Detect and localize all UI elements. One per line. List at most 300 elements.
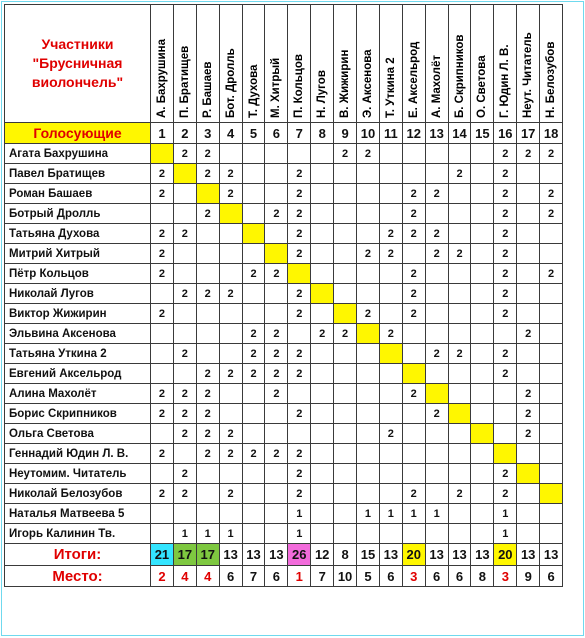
vote-cell [265, 164, 288, 184]
vote-cell: 2 [288, 484, 311, 504]
totals-label: Итоги: [5, 544, 151, 566]
vote-cell [334, 444, 357, 464]
vote-cell [471, 184, 494, 204]
voter-row [5, 264, 563, 284]
vote-cell: 2 [402, 184, 425, 204]
vote-cell: 1 [196, 524, 219, 544]
vote-cell [311, 364, 334, 384]
vote-cell [334, 484, 357, 504]
vote-cell [334, 364, 357, 384]
vote-cell [471, 284, 494, 304]
vote-cell: 2 [173, 284, 196, 304]
contest-title-line: "Брусничная [32, 55, 123, 71]
vote-cell [173, 364, 196, 384]
participant-header [357, 5, 380, 123]
vote-cell: 2 [448, 344, 471, 364]
vote-table-board [1, 1, 584, 636]
place-cell: 7 [311, 566, 334, 587]
vote-cell [425, 164, 448, 184]
vote-cell [540, 224, 563, 244]
participant-name: Э. Аксенова [361, 49, 374, 118]
vote-cell [357, 364, 380, 384]
vote-cell [242, 504, 265, 524]
total-cell: 13 [448, 544, 471, 566]
voter-row [5, 504, 563, 524]
vote-cell: 1 [494, 504, 517, 524]
vote-cell [242, 164, 265, 184]
voter-name: Ольга Светова [5, 424, 151, 444]
voter-name: Эльвина Аксенова [5, 324, 151, 344]
vote-cell: 2 [288, 244, 311, 264]
voter-name: Павел Братищев [5, 164, 151, 184]
vote-cell: 2 [494, 464, 517, 484]
vote-cell [173, 244, 196, 264]
column-number: 4 [219, 123, 242, 144]
vote-cell [311, 464, 334, 484]
vote-cell [448, 404, 471, 424]
vote-cell [540, 304, 563, 324]
vote-cell: 2 [494, 164, 517, 184]
vote-cell [265, 304, 288, 324]
vote-cell [311, 244, 334, 264]
place-cell: 10 [334, 566, 357, 587]
vote-cell: 2 [173, 344, 196, 364]
vote-cell [219, 324, 242, 344]
voter-row [5, 204, 563, 224]
column-number: 18 [540, 123, 563, 144]
vote-cell: 2 [288, 184, 311, 204]
total-cell: 12 [311, 544, 334, 566]
vote-cell: 2 [242, 324, 265, 344]
participant-name: Н. Лугов [316, 70, 329, 118]
vote-cell [265, 424, 288, 444]
vote-cell: 2 [288, 224, 311, 244]
total-cell: 13 [379, 544, 402, 566]
vote-cell [242, 404, 265, 424]
vote-cell [471, 204, 494, 224]
vote-cell [357, 184, 380, 204]
place-cell: 8 [471, 566, 494, 587]
voter-row [5, 164, 563, 184]
vote-cell [219, 224, 242, 244]
participant-name: П. Кольцов [293, 54, 306, 118]
vote-cell [334, 524, 357, 544]
vote-cell [379, 264, 402, 284]
vote-cell [425, 204, 448, 224]
voter-name: Виктор Жижирин [5, 304, 151, 324]
vote-cell [311, 504, 334, 524]
vote-cell: 2 [540, 144, 563, 164]
vote-cell [242, 304, 265, 324]
vote-cell: 1 [379, 504, 402, 524]
vote-cell [151, 524, 174, 544]
vote-cell: 2 [219, 364, 242, 384]
vote-cell [402, 164, 425, 184]
vote-cell: 2 [288, 204, 311, 224]
vote-cell: 1 [288, 504, 311, 524]
vote-cell [357, 424, 380, 444]
vote-cell [517, 344, 540, 364]
vote-cell [471, 424, 494, 444]
vote-cell [402, 464, 425, 484]
voter-row [5, 364, 563, 384]
voter-name: Пётр Кольцов [5, 264, 151, 284]
vote-cell: 2 [265, 444, 288, 464]
vote-cell: 2 [288, 404, 311, 424]
vote-cell: 2 [288, 284, 311, 304]
vote-cell: 2 [448, 244, 471, 264]
column-number: 13 [425, 123, 448, 144]
place-cell: 7 [242, 566, 265, 587]
vote-cell [425, 444, 448, 464]
vote-cell: 1 [425, 504, 448, 524]
total-cell: 8 [334, 544, 357, 566]
vote-cell: 2 [494, 244, 517, 264]
vote-cell [334, 464, 357, 484]
column-number: 6 [265, 123, 288, 144]
vote-cell [448, 384, 471, 404]
column-number: 8 [311, 123, 334, 144]
vote-cell: 2 [311, 324, 334, 344]
vote-cell [196, 504, 219, 524]
participant-name: Т. Духова [247, 64, 260, 118]
vote-cell [517, 244, 540, 264]
voter-row [5, 224, 563, 244]
participant-header [425, 5, 448, 123]
vote-cell: 2 [357, 304, 380, 324]
vote-cell [151, 324, 174, 344]
vote-cell [540, 424, 563, 444]
participant-header [151, 5, 174, 123]
voter-row [5, 404, 563, 424]
vote-cell [471, 504, 494, 524]
vote-cell: 2 [151, 164, 174, 184]
vote-cell [448, 284, 471, 304]
voters-label: Голосующие [5, 123, 151, 144]
vote-cell [173, 504, 196, 524]
participant-header [219, 5, 242, 123]
vote-cell [242, 204, 265, 224]
vote-cell [379, 464, 402, 484]
participant-name: Неут. Читатель [522, 32, 535, 118]
vote-cell [265, 464, 288, 484]
vote-cell: 2 [265, 264, 288, 284]
vote-cell [517, 364, 540, 384]
vote-cell [357, 324, 380, 344]
participant-name: А. Бахрушина [155, 38, 168, 118]
vote-cell: 2 [173, 464, 196, 484]
place-label: Место: [5, 566, 151, 587]
participant-header [196, 5, 219, 123]
vote-cell [471, 224, 494, 244]
participant-name: Р. Башаев [201, 61, 214, 118]
vote-cell: 2 [540, 264, 563, 284]
vote-cell [242, 524, 265, 544]
vote-cell: 2 [402, 224, 425, 244]
vote-cell [173, 324, 196, 344]
vote-cell [151, 344, 174, 364]
vote-cell [311, 424, 334, 444]
vote-cell [517, 444, 540, 464]
vote-cell [517, 504, 540, 524]
voter-row [5, 244, 563, 264]
vote-cell [196, 264, 219, 284]
vote-cell: 2 [151, 484, 174, 504]
voter-name: Геннадий Юдин Л. В. [5, 444, 151, 464]
vote-cell [265, 144, 288, 164]
vote-cell [425, 284, 448, 304]
participant-name: Б. Скрипников [453, 34, 466, 118]
vote-cell: 2 [288, 164, 311, 184]
vote-cell: 2 [242, 364, 265, 384]
vote-cell: 2 [151, 264, 174, 284]
vote-cell [402, 524, 425, 544]
vote-cell [151, 284, 174, 304]
vote-cell [219, 504, 242, 524]
voter-row [5, 344, 563, 364]
place-cell: 1 [288, 566, 311, 587]
vote-cell [448, 524, 471, 544]
voter-row [5, 304, 563, 324]
voter-row [5, 284, 563, 304]
total-cell: 21 [151, 544, 174, 566]
vote-cell [540, 484, 563, 504]
vote-cell: 2 [242, 444, 265, 464]
vote-cell [196, 484, 219, 504]
column-number: 14 [448, 123, 471, 144]
column-number: 12 [402, 123, 425, 144]
vote-cell: 2 [242, 344, 265, 364]
column-number: 17 [517, 123, 540, 144]
vote-cell [173, 304, 196, 324]
vote-cell [471, 164, 494, 184]
vote-cell [471, 404, 494, 424]
vote-cell: 2 [265, 344, 288, 364]
vote-cell: 2 [540, 184, 563, 204]
column-number: 10 [357, 123, 380, 144]
participant-header [448, 5, 471, 123]
vote-cell [151, 144, 174, 164]
vote-cell [265, 484, 288, 504]
vote-cell [379, 524, 402, 544]
vote-cell: 1 [173, 524, 196, 544]
vote-cell [379, 444, 402, 464]
vote-cell [219, 144, 242, 164]
vote-cell: 2 [219, 444, 242, 464]
participant-header [288, 5, 311, 123]
vote-cell: 1 [219, 524, 242, 544]
voter-row [5, 144, 563, 164]
place-cell: 5 [357, 566, 380, 587]
vote-table [4, 4, 563, 587]
vote-cell [242, 184, 265, 204]
vote-cell [471, 384, 494, 404]
vote-cell: 2 [402, 484, 425, 504]
participant-name: М. Хитрый [270, 57, 283, 118]
vote-cell [334, 404, 357, 424]
vote-cell [357, 524, 380, 544]
column-number: 9 [334, 123, 357, 144]
vote-cell [311, 264, 334, 284]
total-cell: 13 [540, 544, 563, 566]
vote-cell [448, 304, 471, 324]
vote-cell [357, 344, 380, 364]
contest-title-line: Участники [41, 36, 114, 52]
vote-cell [265, 244, 288, 264]
vote-cell [219, 304, 242, 324]
vote-cell [379, 284, 402, 304]
vote-cell: 2 [517, 404, 540, 424]
vote-cell [402, 424, 425, 444]
vote-cell: 2 [219, 184, 242, 204]
vote-cell [151, 364, 174, 384]
total-cell: 20 [402, 544, 425, 566]
vote-cell [288, 324, 311, 344]
vote-cell: 2 [402, 304, 425, 324]
vote-cell [379, 204, 402, 224]
vote-cell: 2 [517, 384, 540, 404]
vote-cell [288, 384, 311, 404]
vote-cell [196, 224, 219, 244]
vote-cell [540, 164, 563, 184]
column-number: 3 [196, 123, 219, 144]
vote-cell: 2 [219, 284, 242, 304]
vote-cell: 2 [494, 224, 517, 244]
vote-cell [402, 324, 425, 344]
vote-cell [425, 484, 448, 504]
column-number: 7 [288, 123, 311, 144]
participant-name: А. Махолёт [430, 55, 443, 118]
vote-cell [196, 324, 219, 344]
participant-name: П. Братищев [178, 45, 191, 118]
vote-cell [219, 244, 242, 264]
vote-cell [402, 244, 425, 264]
vote-cell [471, 444, 494, 464]
vote-cell [448, 224, 471, 244]
participant-name: Т. Уткина 2 [384, 57, 397, 118]
vote-cell [379, 304, 402, 324]
vote-cell [242, 144, 265, 164]
total-cell: 17 [196, 544, 219, 566]
voter-row [5, 484, 563, 504]
vote-cell: 1 [494, 524, 517, 544]
vote-cell [196, 344, 219, 364]
voter-name: Митрий Хитрый [5, 244, 151, 264]
vote-cell [242, 484, 265, 504]
participant-name: Н. Белозубов [545, 41, 558, 118]
vote-cell [334, 304, 357, 324]
vote-cell [311, 484, 334, 504]
vote-cell: 2 [379, 224, 402, 244]
vote-cell: 2 [265, 204, 288, 224]
vote-cell [242, 464, 265, 484]
vote-cell: 2 [265, 324, 288, 344]
vote-cell [379, 364, 402, 384]
vote-cell [540, 524, 563, 544]
vote-cell: 2 [196, 364, 219, 384]
vote-cell: 2 [265, 384, 288, 404]
vote-cell: 2 [494, 344, 517, 364]
voter-row [5, 384, 563, 404]
vote-cell: 2 [425, 244, 448, 264]
vote-cell: 2 [288, 304, 311, 324]
voter-name: Игорь Калинин Тв. [5, 524, 151, 544]
participant-name: В. Жижирин [339, 49, 352, 118]
vote-cell [448, 264, 471, 284]
vote-cell: 2 [494, 284, 517, 304]
vote-cell [517, 224, 540, 244]
total-cell: 17 [173, 544, 196, 566]
vote-cell [357, 204, 380, 224]
vote-cell [494, 404, 517, 424]
vote-cell [151, 464, 174, 484]
vote-cell [471, 484, 494, 504]
vote-cell: 2 [288, 344, 311, 364]
vote-cell [265, 284, 288, 304]
vote-cell [540, 244, 563, 264]
vote-cell: 2 [173, 144, 196, 164]
vote-cell: 1 [402, 504, 425, 524]
vote-cell [242, 284, 265, 304]
vote-cell [448, 464, 471, 484]
vote-cell [219, 264, 242, 284]
voter-name: Татьяна Уткина 2 [5, 344, 151, 364]
vote-cell [311, 444, 334, 464]
vote-cell [219, 404, 242, 424]
vote-cell: 2 [517, 144, 540, 164]
vote-cell [425, 364, 448, 384]
vote-cell [517, 164, 540, 184]
vote-cell: 2 [494, 264, 517, 284]
vote-cell [151, 424, 174, 444]
vote-cell: 2 [494, 184, 517, 204]
vote-cell [311, 404, 334, 424]
vote-cell [357, 164, 380, 184]
vote-cell [288, 144, 311, 164]
vote-cell: 2 [425, 184, 448, 204]
voter-row [5, 444, 563, 464]
vote-cell [311, 524, 334, 544]
vote-cell: 2 [402, 284, 425, 304]
vote-cell [540, 444, 563, 464]
column-number: 1 [151, 123, 174, 144]
vote-cell [311, 164, 334, 184]
vote-cell [448, 144, 471, 164]
total-cell: 13 [219, 544, 242, 566]
vote-cell [173, 184, 196, 204]
vote-cell [517, 524, 540, 544]
column-number: 15 [471, 123, 494, 144]
participant-name: Бот. Дролль [224, 48, 237, 118]
participant-name: Е. Аксельрод [407, 41, 420, 118]
participant-header [471, 5, 494, 123]
vote-cell [242, 224, 265, 244]
participant-header [540, 5, 563, 123]
total-cell: 26 [288, 544, 311, 566]
vote-cell [540, 344, 563, 364]
voter-name: Николай Лугов [5, 284, 151, 304]
participant-header [494, 5, 517, 123]
participant-header [311, 5, 334, 123]
vote-cell: 2 [540, 204, 563, 224]
vote-cell [517, 304, 540, 324]
vote-cell: 2 [448, 164, 471, 184]
vote-cell: 2 [425, 404, 448, 424]
vote-cell [196, 244, 219, 264]
vote-cell [540, 504, 563, 524]
vote-cell: 2 [219, 164, 242, 184]
vote-cell [494, 384, 517, 404]
